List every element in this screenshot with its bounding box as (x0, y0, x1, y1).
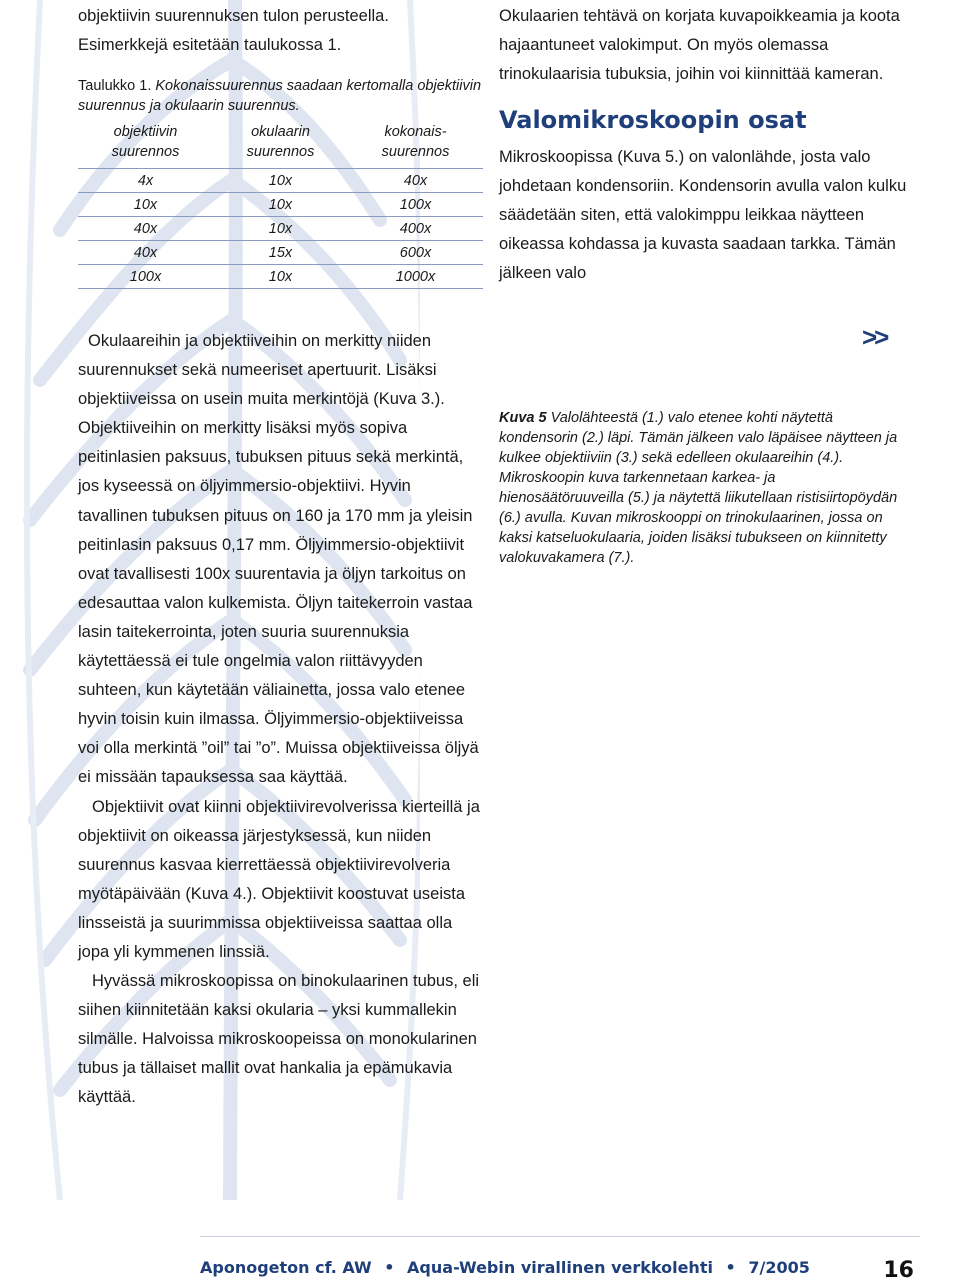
table-cell: 10x (213, 169, 348, 193)
magnification-table (78, 122, 483, 289)
table-cell: 4x (78, 169, 213, 193)
table-caption-label: Taulukko 1. (78, 78, 152, 94)
table-row (78, 169, 483, 193)
table-cell: 10x (213, 193, 348, 217)
footer-tagline: Aqua-Webin virallinen verkkolehti (407, 1258, 713, 1277)
left-column (78, 0, 483, 1113)
figure-caption (499, 408, 899, 568)
table-cell: 400x (348, 217, 483, 241)
section-heading: Valomikroskoopin osat (499, 106, 807, 134)
right-column (499, 0, 919, 288)
table-row (78, 265, 483, 289)
body-paragraph-revolver: Objektiivit ovat kiinni objektiivirevolverissa kierteillä ja objektiivit on oikeassa järjestyksessä, kun niiden suurennus kasvaa kierrettäessä objektiivirevolveria myötäpäivään (Kuva 4.). Objektiivit koostuvat useista linsseistä ja suurimmissa objektiiveissa saattaa olla jopa yli kymmenen linssiä. (78, 797, 480, 961)
page-number: 16 (883, 1258, 914, 1283)
figure-caption-label: Kuva 5 (499, 410, 547, 426)
eyepiece-paragraph: Okulaarien tehtävä on korjata kuvapoikkeamia ja koota hajaantuneet valokimput. On myös olemassa trinokulaarisia tubuksia, joihin voi kiinnittää kameran. (499, 7, 900, 83)
intro-line: Esimerkkejä esitetään taulukossa 1. (78, 36, 342, 54)
table-header-row (78, 122, 483, 169)
footer-publication-line (200, 1258, 810, 1277)
table-row (78, 193, 483, 217)
figure-caption-text: Valolähteestä (1.) valo etenee kohti näytettä kondensorin (2.) läpi. Tämän jälkeen valo läpäisee näytteen ja kulkee objektiiviin (3.) sekä edelleen okulaareihin (4.). Mikroskoopin kuva tarkennetaan karkea- ja hienosäätöruuveilla (5.) ja näytettä liikutellaan ristisiirtopöydän (6.) avulla. Kuvan mikroskooppi on trinokulaarinen, jossa on kaksi katseluokulaaria, joiden lisäksi tubukseen on kiinnitetty valokuvakamera (7.). (499, 410, 898, 566)
footer-bullet: • (384, 1258, 395, 1277)
table-cell: 15x (213, 241, 348, 265)
body-paragraph-markings: Okulaareihin ja objektiiveihin on merkitty niiden suurennukset sekä numeeriset apertuurit. Lisäksi objektiiveissa on usein muita merkintöjä (Kuva 3.). Objektiiveihin on merkitty lisäksi myös sopiva peitinlasien paksuus, tubuksen pituus sekä merkintä, jos kyseessä on öljyimmersio-objektiivi. Hyvin tavallinen tubuksen pituus on 160 ja 170 mm ja yleisin peitinlasin paksuus 0,17 mm. Öljyimmersio-objektiivit ovat tavallisesti 100x suurentavia ja öljyn tarkoitus on edesauttaa valon kulkemista. Öljyn taitekerroin vastaa lasin taitekerrointa, joten suuria suurennuksia käytettäessä ei tule ongelmia valon riittävyyden suhteen, kun käytetään väliainetta, jossa valo etenee hyvin toisin kuin ilmassa. Öljyimmersio-objektiiveissa voi olla merkintä ”oil” tai ”o”. Muissa objektiiveissa öljyä ei missään tapauksessa saa käyttää. (78, 332, 479, 787)
table-cell: 40x (78, 217, 213, 241)
table-cell: 10x (213, 217, 348, 241)
table-cell: 100x (348, 193, 483, 217)
table-caption (78, 76, 483, 116)
table-cell: 40x (348, 169, 483, 193)
footer-publication: Aponogeton cf. AW (200, 1258, 372, 1277)
table-cell: 40x (78, 241, 213, 265)
table-header-eyepiece: okulaarin suurennos (246, 124, 315, 160)
table-cell: 1000x (348, 265, 483, 289)
table-header-total: kokonais- suurennos (381, 124, 450, 160)
table-cell: 100x (78, 265, 213, 289)
footer-divider (200, 1236, 920, 1237)
table-cell: 10x (213, 265, 348, 289)
table-caption-text: Kokonaissuurennus saadaan kertomalla objektiivin suurennus ja okulaarin suurennus. (78, 78, 482, 114)
continue-arrow-icon: >> (862, 322, 887, 352)
intro-line: objektiivin suurennuksen tulon perusteella. (78, 7, 389, 25)
footer-bullet: • (725, 1258, 736, 1277)
section-paragraph: Mikroskoopissa (Kuva 5.) on valonlähde, josta valo johdetaan kondensoriin. Kondensorin avulla valon kulku säädetään siten, että valokimppu leikkaa näytteen oikeassa kohdassa ja kuvasta saadaan tarkka. Tämän jälkeen valo (499, 148, 907, 282)
table-cell: 600x (348, 241, 483, 265)
table-header-objective: objektiivin suurennos (111, 124, 180, 160)
intro-text (78, 2, 483, 60)
table-row (78, 217, 483, 241)
table-row (78, 241, 483, 265)
footer-issue: 7/2005 (748, 1258, 810, 1277)
body-paragraph-tube: Hyvässä mikroskoopissa on binokulaarinen tubus, eli siihen kiinnitetään kaksi okularia – yksi kummallekin silmälle. Halvoissa mikroskoopeissa on monokularinen tubus ja tällaiset mallit ovat hankalia ja epämukavia käyttää. (78, 972, 480, 1107)
page-footer (0, 1236, 960, 1283)
table-cell: 10x (78, 193, 213, 217)
